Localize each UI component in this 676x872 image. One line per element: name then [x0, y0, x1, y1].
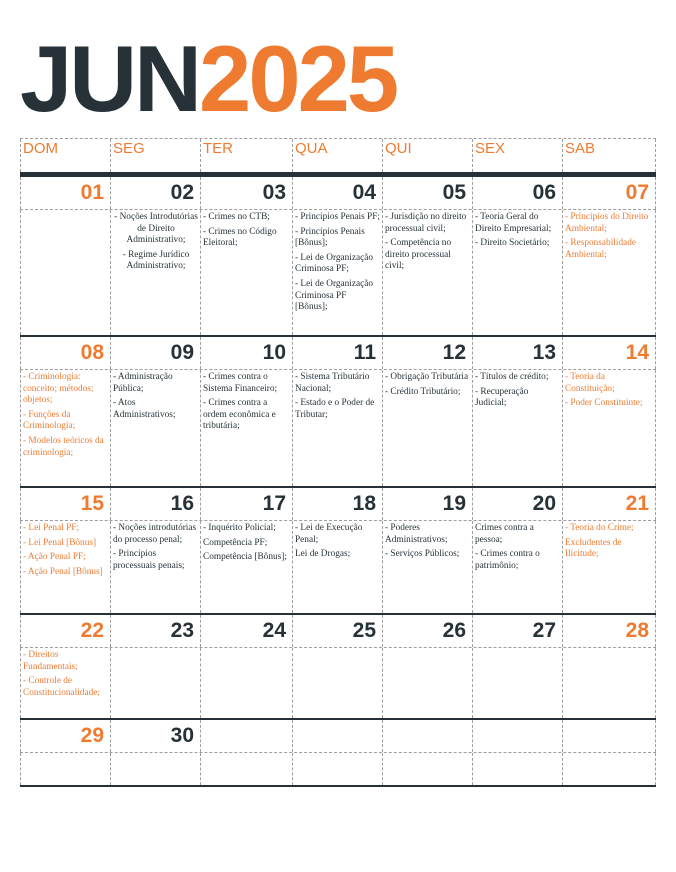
- day-number: [562, 720, 656, 752]
- event-item: - Funções da Criminologia;: [23, 409, 76, 432]
- day-cell: [200, 521, 292, 613]
- event-item: - Princípios Penais PF;: [295, 212, 380, 222]
- day-number: 25: [292, 615, 382, 647]
- event-item: - Sistema Tributário Nacional;: [295, 372, 370, 394]
- week-day-numbers: [20, 488, 656, 521]
- event-item: - Princípios Penais [Bônus];: [295, 226, 365, 249]
- day-number: 14: [562, 337, 656, 369]
- event-item: - Teoria Geral do Direito Empresarial;: [475, 212, 552, 234]
- day-cell: [292, 521, 382, 613]
- event-item: - Crimes no Código Eleitoral;: [203, 226, 277, 249]
- day-cell: [110, 370, 200, 486]
- day-cell: [472, 753, 562, 785]
- page-title: [20, 26, 397, 131]
- event-item: - Lei Penal PF;: [23, 523, 80, 533]
- day-cell: [472, 521, 562, 613]
- week-day-numbers: [20, 720, 656, 753]
- day-number: 23: [110, 615, 200, 647]
- event-item: - Títulos de crédito;: [475, 372, 549, 382]
- event-item: - Modelos teóricos da criminologia;: [23, 435, 104, 458]
- day-cell: [200, 370, 292, 486]
- event-item: - Lei de Execução Penal;: [295, 523, 363, 545]
- week-day-numbers: [20, 615, 656, 648]
- week-events: [20, 370, 656, 486]
- week-events: [20, 521, 656, 613]
- day-number: 04: [292, 177, 382, 209]
- event-item: - Poderes Administrativos;: [385, 523, 448, 545]
- day-number: 05: [382, 177, 472, 209]
- day-number: 07: [562, 177, 656, 209]
- day-number: 15: [20, 488, 110, 520]
- day-number: 21: [562, 488, 656, 520]
- day-number: [382, 720, 472, 752]
- day-cell: [200, 210, 292, 335]
- event-item: - Poder Constituinte;: [565, 398, 643, 409]
- day-number: 10: [200, 337, 292, 369]
- day-number: [472, 720, 562, 752]
- weekday-sex: SEX: [472, 139, 562, 172]
- day-cell: [110, 210, 200, 335]
- day-cell: [20, 648, 110, 718]
- weekday-ter: TER: [200, 139, 292, 172]
- event-item: Lei de Drogas;: [295, 549, 351, 560]
- event-item: Crimes contra a pessoa;: [475, 523, 534, 545]
- day-number: 19: [382, 488, 472, 520]
- event-item: - Crimes contra o patrimônio;: [475, 549, 540, 571]
- day-number: 13: [472, 337, 562, 369]
- event-item: - Criminologia: conceito; métodos; objetos;: [23, 372, 94, 406]
- weekday-sab: SAB: [562, 139, 656, 172]
- day-cell: [20, 753, 110, 785]
- day-cell: [562, 753, 656, 785]
- day-number: [200, 720, 292, 752]
- day-cell: [562, 370, 656, 486]
- weeks-container: [20, 177, 656, 787]
- week-events: [20, 648, 656, 718]
- day-cell: [110, 753, 200, 785]
- calendar-week: [20, 720, 656, 787]
- day-number: 02: [110, 177, 200, 209]
- day-number: 11: [292, 337, 382, 369]
- event-item: - Lei de Organização Criminosa PF [Bônus];: [295, 278, 374, 313]
- event-item: - Atos Administrativos;: [113, 398, 176, 420]
- day-cell: [562, 521, 656, 613]
- event-item: - Lei Penal [Bônus]: [23, 537, 97, 548]
- event-item: - Lei de Organização Criminosa PF;: [295, 252, 374, 275]
- day-number: 09: [110, 337, 200, 369]
- event-item: - Administração Pública;: [113, 372, 173, 394]
- week-events: [20, 753, 656, 785]
- event-item: - Ação Penal [Bônus]: [23, 566, 103, 577]
- weekday-dom: DOM: [20, 139, 110, 172]
- day-number: 26: [382, 615, 472, 647]
- weekday-qua: QUA: [292, 139, 382, 172]
- day-cell: [472, 370, 562, 486]
- day-number: 17: [200, 488, 292, 520]
- event-item: Excludentes de Ilicitude;: [565, 537, 622, 560]
- event-item: - Jurisdição no direito processual civil;: [385, 212, 467, 234]
- day-cell: [20, 521, 110, 613]
- day-number: [292, 720, 382, 752]
- day-cell: [562, 210, 656, 335]
- event-item: - Noções Introdutórias de Direito Administrativo;: [114, 212, 198, 246]
- week-day-numbers: [20, 337, 656, 370]
- weekday-seg: SEG: [110, 139, 200, 172]
- day-cell: [110, 521, 200, 613]
- day-number: 22: [20, 615, 110, 647]
- day-number: 24: [200, 615, 292, 647]
- day-cell: [562, 648, 656, 718]
- day-number: 28: [562, 615, 656, 647]
- week-events: [20, 210, 656, 335]
- day-cell: [200, 753, 292, 785]
- event-item: - Estado e o Poder de Tributar;: [295, 398, 375, 420]
- event-item: - Noções introdutórias do processo penal;: [113, 523, 197, 545]
- event-item: - Obrigação Tributária: [385, 372, 469, 382]
- day-number: 12: [382, 337, 472, 369]
- event-item: - Direito Societário;: [475, 238, 550, 249]
- event-item: - Crédito Tributário;: [385, 386, 461, 397]
- event-item: - Regime Jurídico Administrativo;: [122, 249, 190, 272]
- event-item: - Recuperação Judicial;: [475, 386, 529, 409]
- day-number: 30: [110, 720, 200, 752]
- day-number: 01: [20, 177, 110, 209]
- event-item: - Princípios processuais penais;: [113, 549, 185, 571]
- event-item: - Princípios do Direito Ambiental;: [565, 212, 649, 234]
- day-number: 27: [472, 615, 562, 647]
- day-cell: [292, 648, 382, 718]
- day-cell: [382, 370, 472, 486]
- day-number: 06: [472, 177, 562, 209]
- day-cell: [382, 210, 472, 335]
- event-item: - Responsabilidade Ambiental;: [565, 238, 637, 260]
- event-item: Competência [Bônus];: [203, 552, 287, 563]
- day-cell: [20, 210, 110, 335]
- title-month: JUN: [20, 26, 200, 131]
- event-item: - Competência no direito processual civil;: [385, 238, 452, 272]
- event-item: - Direitos Fundamentais;: [23, 650, 78, 672]
- day-number: 08: [20, 337, 110, 369]
- event-item: - Crimes contra a ordem econômica e tributária;: [203, 398, 276, 432]
- day-cell: [110, 648, 200, 718]
- day-cell: [382, 753, 472, 785]
- event-item: - Crimes contra o Sistema Financeiro;: [203, 372, 278, 394]
- event-item: - Ação Penal PF;: [23, 552, 86, 563]
- day-number: 20: [472, 488, 562, 520]
- day-cell: [382, 648, 472, 718]
- day-cell: [292, 210, 382, 335]
- calendar-week: [20, 615, 656, 720]
- weekday-header: [20, 138, 656, 172]
- calendar-week: [20, 337, 656, 488]
- event-item: - Controle de Constitucionalidade;: [23, 676, 100, 698]
- day-number: 18: [292, 488, 382, 520]
- calendar-week: [20, 177, 656, 337]
- day-cell: [382, 521, 472, 613]
- event-item: - Teoria da Constituição;: [565, 372, 615, 394]
- day-cell: [472, 648, 562, 718]
- event-item: - Serviços Públicos;: [385, 549, 460, 560]
- event-item: - Teoria do Crime;: [565, 523, 634, 533]
- day-number: 29: [20, 720, 110, 752]
- calendar-week: [20, 488, 656, 615]
- weekday-qui: QUI: [382, 139, 472, 172]
- day-number: 03: [200, 177, 292, 209]
- day-cell: [472, 210, 562, 335]
- calendar-grid: [20, 138, 656, 787]
- day-cell: [20, 370, 110, 486]
- event-item: - Inquérito Policial;: [203, 523, 276, 533]
- title-year: 2025: [199, 26, 397, 131]
- day-cell: [200, 648, 292, 718]
- day-number: 16: [110, 488, 200, 520]
- day-cell: [292, 370, 382, 486]
- event-item: - Crimes no CTB;: [203, 212, 270, 222]
- day-cell: [292, 753, 382, 785]
- week-day-numbers: [20, 177, 656, 210]
- event-item: Competência PF;: [203, 537, 268, 548]
